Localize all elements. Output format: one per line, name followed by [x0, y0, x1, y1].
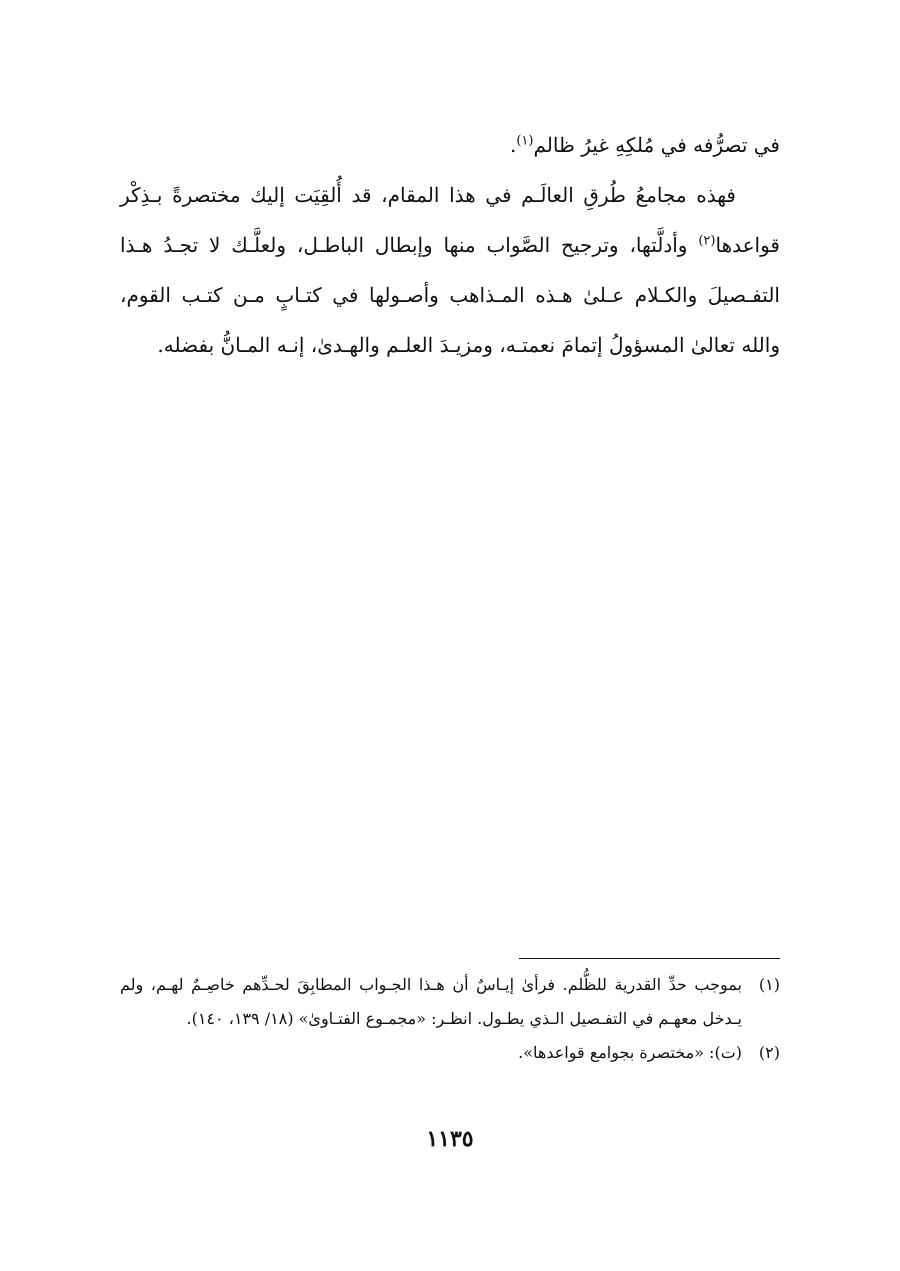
paragraph-2-text-b: وأدلَّتها، وترجيح الصَّواب منها وإبطال الباطـل، ولعلَّـك لا تجـدُ هـذا التفـصيلَ والكـلام عـلىٰ هـذه المـذاهب وأصـولها في كتـابٍ مـن كتـب القوم، والله تعالىٰ المسؤولُ إتمامَ نعمتـه، ومزيـدَ العلـم والهـدىٰ، إنـه المـانُّ بفضله.	[120, 233, 780, 357]
paragraph-1-end: .	[509, 133, 517, 157]
footnotes	[120, 968, 780, 1070]
footnote-ref-1: (١)	[516, 133, 534, 149]
footnote-1	[120, 968, 780, 1036]
footnote-2-number: (٢)	[758, 1043, 780, 1062]
paragraph-1-text: في تصرُّفه في مُلكِهِ غيرُ ظالم	[533, 133, 780, 157]
paragraph-2	[120, 170, 780, 370]
paragraph-2-text-a: فهذه مجامعُ طُرقِ العالَـم في هذا المقام، قد أُلقِيَت إليك مختصرةً بـذِكْر قواعدها	[120, 183, 780, 257]
footnote-1-text: بموجب حدِّ القدرية للظُّلم. فرأىٰ إيـاسٌ أن هـذا الجـواب المطابِقَ لحـدِّهم خاصِـمٌ لهـم، ولم يـدخل معهـم في التفـصيل الـذي يطـول. انظـر: «مجمـوع الفتـاوىٰ» (١٨/ ١٣٩، ١٤٠).	[120, 975, 742, 1028]
footnote-divider	[519, 958, 780, 959]
footnote-ref-2: (٢)	[698, 233, 716, 249]
footnote-2	[120, 1036, 780, 1070]
main-text	[120, 120, 780, 370]
footnote-1-number: (١)	[758, 975, 780, 994]
page-number: ١١٣٥	[426, 1126, 474, 1152]
footnote-2-text: (ت): «مختصرة بجوامع قواعدها».	[518, 1043, 742, 1062]
paragraph-1	[120, 120, 780, 170]
